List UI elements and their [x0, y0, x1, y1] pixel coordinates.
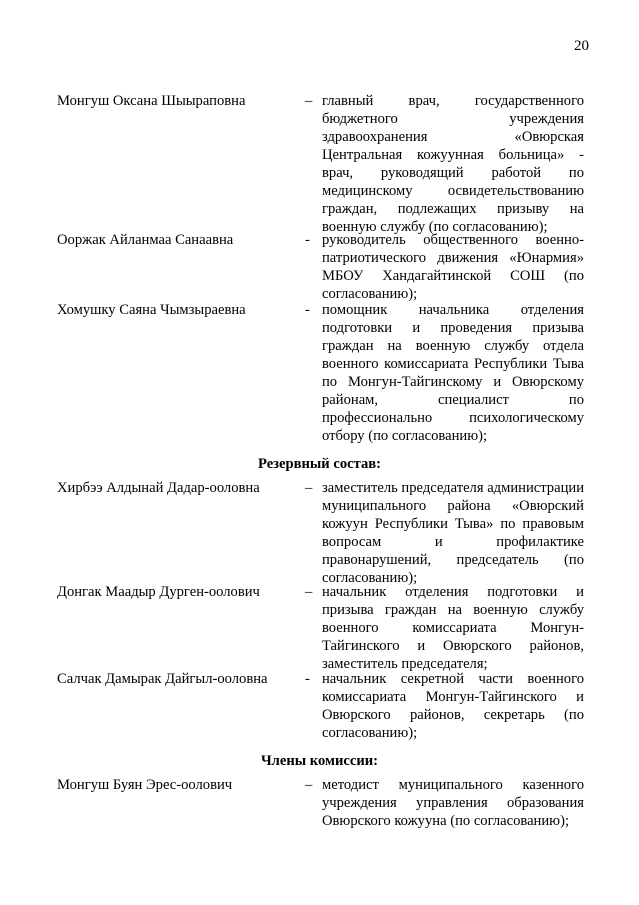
person-position: начальник отделения подготовки и призыва граждан на военную службу военного комиссариата Монгун-Тайгинского и Овюрского районов, заместитель председателя;: [322, 584, 584, 672]
page-number: 20: [574, 38, 589, 54]
dash: –: [305, 480, 313, 496]
person-position: заместитель председателя администрации муниципального района «Овюрский кожуун Республики Тыва» по правовым вопросам и профилактике правонарушений, председатель (по согласованию);: [322, 480, 585, 586]
person-position: руководитель общественного военно-патриотического движения «Юнармия» МБОУ Хандагайтинской СОШ (по согласованию);: [322, 232, 584, 302]
person-position: помощник начальника отделения подготовки и проведения призыва граждан на военную службу отдела военного комиссариата Республики Тыва по Монгун-Тайгинскому и Овюрскому районам, специалист по профессионально психологическому отбору (по согласованию);: [322, 302, 584, 444]
dash: -: [305, 302, 310, 318]
person-name: Донгак Маадыр Дурген-оолович: [57, 584, 260, 600]
dash: –: [305, 93, 313, 109]
person-name: Хомушку Саяна Чымзыраевна: [57, 302, 246, 318]
dash: -: [305, 232, 310, 248]
dash: -: [305, 671, 310, 687]
person-name: Хирбээ Алдынай Дадар-ооловна: [57, 480, 260, 496]
dash: –: [305, 584, 313, 600]
person-position: главный врач, государственного бюджетного учреждения здравоохранения «Овюрская Центральная кожуунная больница» - врач, руководящий работой по медицинскому освидетельствованию граждан, подлежащих призыву на военную службу (по согласованию);: [322, 93, 584, 235]
person-name: Монгуш Буян Эрес-оолович: [57, 777, 233, 793]
person-position: начальник секретной части военного комиссариата Монгун-Тайгинского и Овюрского районов, секретарь (по согласованию);: [322, 671, 584, 741]
person-name: Ооржак Айланмаа Санаавна: [57, 232, 234, 248]
section-title-reserve: Резервный состав:: [257, 456, 382, 472]
person-name: Салчак Дамырак Дайгыл-ооловна: [57, 671, 268, 687]
dash: –: [305, 777, 313, 793]
person-name: Монгуш Оксана Шыыраповна: [57, 93, 246, 109]
section-title-members: Члены комиссии:: [260, 753, 379, 769]
person-position: методист муниципального казенного учреждения управления образования Овюрского кожууна (по согласованию);: [322, 777, 584, 829]
